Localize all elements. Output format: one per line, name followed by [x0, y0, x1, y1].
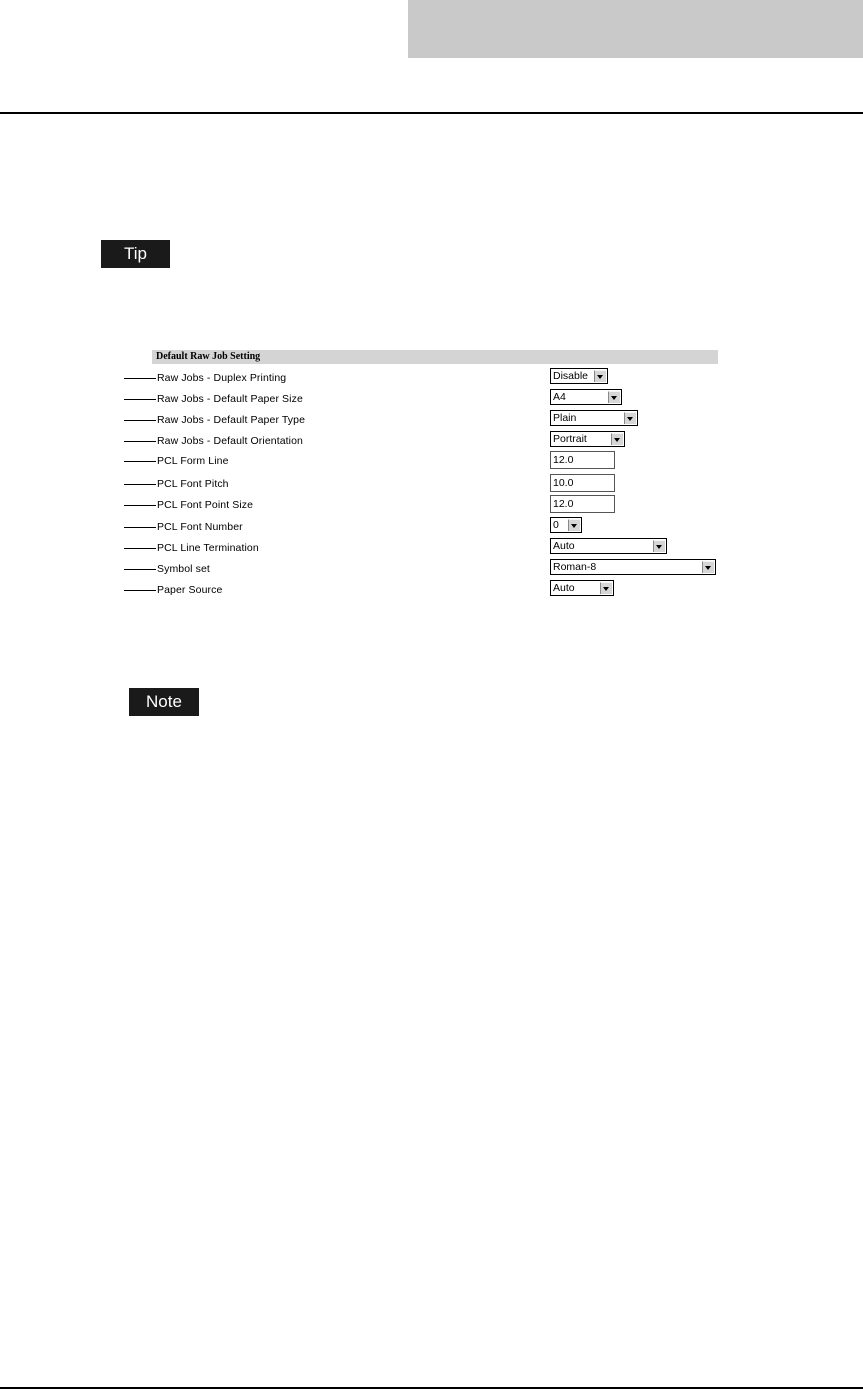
row-pcl-line-termination: [124, 538, 724, 558]
chevron-down-icon: [568, 519, 580, 531]
row-pcl-form-line: [124, 451, 724, 471]
chevron-down-icon: [702, 561, 714, 573]
paper-source-select[interactable]: Auto: [550, 580, 614, 596]
row-paper-source: [124, 580, 724, 600]
leader-line: [124, 441, 156, 442]
chevron-down-icon: [594, 370, 606, 382]
row-pcl-font-number: [124, 517, 724, 537]
leader-line: [124, 548, 156, 549]
pcl-line-termination-select[interactable]: Auto: [550, 538, 667, 554]
paper-type-select[interactable]: Plain: [550, 410, 638, 426]
row-label: Symbol set: [157, 563, 210, 575]
pcl-font-point-size-input[interactable]: 12.0: [550, 495, 615, 513]
pcl-font-pitch-input[interactable]: 10.0: [550, 474, 615, 492]
chevron-down-icon: [608, 391, 620, 403]
orientation-select[interactable]: Portrait: [550, 431, 625, 447]
row-label: PCL Font Pitch: [157, 478, 229, 490]
leader-line: [124, 590, 156, 591]
symbol-set-select[interactable]: Roman-8: [550, 559, 716, 575]
row-label: PCL Font Number: [157, 521, 243, 533]
duplex-printing-select[interactable]: Disable: [550, 368, 608, 384]
row-label: Paper Source: [157, 584, 223, 596]
leader-line: [124, 527, 156, 528]
chevron-down-icon: [611, 433, 623, 445]
leader-line: [124, 484, 156, 485]
row-label: Raw Jobs - Default Paper Type: [157, 414, 306, 426]
row-label: Raw Jobs - Duplex Printing: [157, 372, 287, 384]
pcl-form-line-input[interactable]: 12.0: [550, 451, 615, 469]
row-label: Raw Jobs - Default Orientation: [157, 435, 303, 447]
leader-line: [124, 505, 156, 506]
tip-badge: Tip: [101, 240, 170, 268]
pcl-font-number-select[interactable]: 0: [550, 517, 582, 533]
settings-title: Default Raw Job Setting: [152, 350, 718, 364]
row-label: PCL Form Line: [157, 455, 229, 467]
row-pcl-font-pitch: [124, 474, 724, 494]
leader-line: [124, 399, 156, 400]
top-rule: [0, 112, 863, 114]
row-label: Raw Jobs - Default Paper Size: [157, 393, 303, 405]
row-duplex-printing: [124, 368, 724, 388]
header-bar: [408, 0, 863, 58]
note-badge: Note: [129, 688, 199, 716]
row-pcl-font-point-size: [124, 495, 724, 515]
row-label: PCL Font Point Size: [157, 499, 254, 511]
default-raw-job-setting-panel: [124, 350, 724, 600]
row-default-paper-size: [124, 389, 724, 409]
chevron-down-icon: [600, 582, 612, 594]
leader-line: [124, 569, 156, 570]
leader-line: [124, 420, 156, 421]
row-label: PCL Line Termination: [157, 542, 259, 554]
leader-line: [124, 378, 156, 379]
row-symbol-set: [124, 559, 724, 579]
bottom-rule: [0, 1387, 863, 1389]
leader-line: [124, 461, 156, 462]
chevron-down-icon: [624, 412, 636, 424]
row-default-paper-type: [124, 410, 724, 430]
row-default-orientation: [124, 431, 724, 451]
paper-size-select[interactable]: A4: [550, 389, 622, 405]
chevron-down-icon: [653, 540, 665, 552]
